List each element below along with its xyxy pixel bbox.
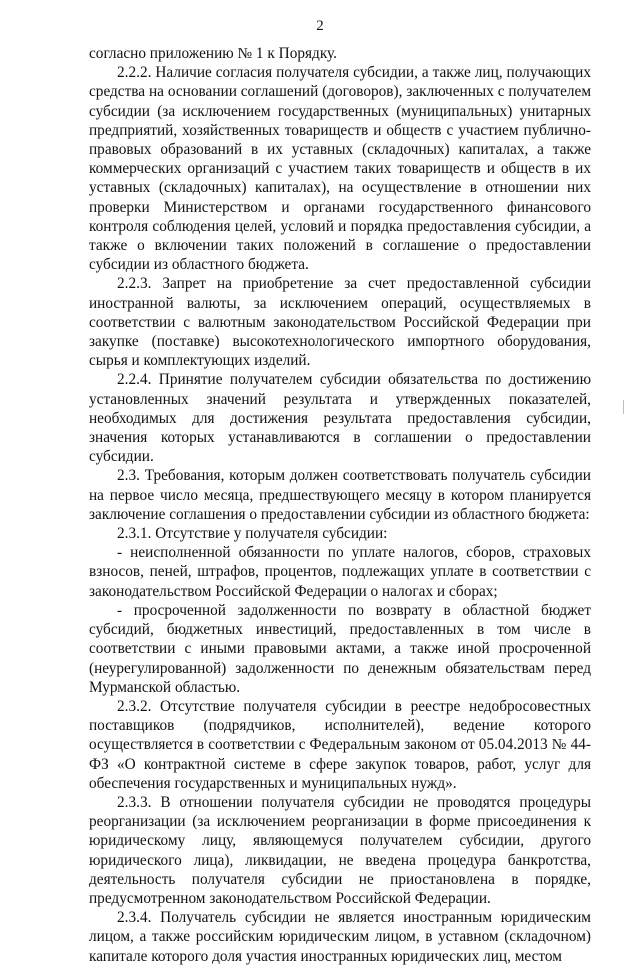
document-body [89, 44, 591, 966]
list-item-taxes: - неисполненной обязанности по уплате налогов, сборов, страховых взносов, пеней, штрафов, процентов, подлежащих уплате в соответствии с законодательством Российской Федерации о налогах и сборах; [89, 544, 591, 600]
paragraph-2-2-4: 2.2.4. Принятие получателем субсидии обязательства по достижению установленных значений результата и утвержденных показателей, необходимых для достижения результата предоставления субсидии, значения которых устанавливаются в соглашении о предоставлении субсидии. [89, 371, 591, 466]
margin-mark [623, 400, 624, 414]
paragraph-2-2-3: 2.2.3. Запрет на приобретение за счет предоставленной субсидии иностранной валюты, за исключением операций, осуществляемых в соответствии с валютным законодательством Российской Федерации при закупке (поставке) высокотехнологического импортного оборудования, сырья и комплектующих изделий. [89, 275, 591, 370]
paragraph-2-3-3: 2.3.3. В отношении получателя субсидии не проводятся процедуры реорганизации (за исключением реорганизации в форме присоединения к юридическому лицу, являющемуся получателем субсидии, другого юридического лица), ликвидации, не введена процедура банкротства, деятельность получателя субсидии не приостановлена в порядке, предусмотренном законодательством Российской Федерации. [89, 793, 591, 907]
paragraph-2-3: 2.3. Требования, которым должен соответствовать получатель субсидии на первое число месяца, предшествующего месяцу в котором планируется заключение соглашения о предоставлении субсидии из областного бюджета: [89, 467, 591, 523]
list-item-overdue-debt: - просроченной задолженности по возврату в областной бюджет субсидий, бюджетных инвестиций, предоставленных в том числе в соответствии с иными правовыми актами, а также иной просроченной (неурегулированной) задолженности по денежным обязательствам перед Мурманской областью. [89, 601, 591, 696]
paragraph-2-2-2: 2.2.2. Наличие согласия получателя субсидии, а также лиц, получающих средства на основании соглашений (договоров), заключенных с получателем субсидии (за исключением государственных (муниципальных) унитарных предприятий, хозяйственных товариществ и обществ с участием публично-правовых образований в их уставных (складочных) капиталах, а также коммерческих организаций с участием таких товариществ и обществ в их уставных (складочных) капиталах), на осуществление в отношении них проверки Министерством и органами государственного финансового контроля соблюдения целей, условий и порядка предоставления субсидии, а также о включении таких положений в соглашение о предоставлении субсидии из областного бюджета. [89, 64, 591, 274]
page-number: 2 [316, 18, 324, 34]
paragraph-2-3-4: 2.3.4. Получатель субсидии не является иностранным юридическим лицом, а также российским юридическим лицом, в уставном (складочном) капитале которого доля участия иностранных юридических лиц, местом [89, 909, 591, 965]
paragraph-intro: согласно приложению № 1 к Порядку. [89, 45, 337, 62]
paragraph-2-3-1: 2.3.1. Отсутствие у получателя субсидии: [117, 525, 388, 543]
paragraph-2-3-2: 2.3.2. Отсутствие получателя субсидии в реестре недобросовестных поставщиков (подрядчиков, исполнителей), ведение которого осуществляется в соответствии с Федеральным законом от 05.04.2013 № 44-ФЗ «О контрактной системе в сфере закупок товаров, работ, услуг для обеспечения государственных и муниципальных нужд». [89, 697, 591, 792]
